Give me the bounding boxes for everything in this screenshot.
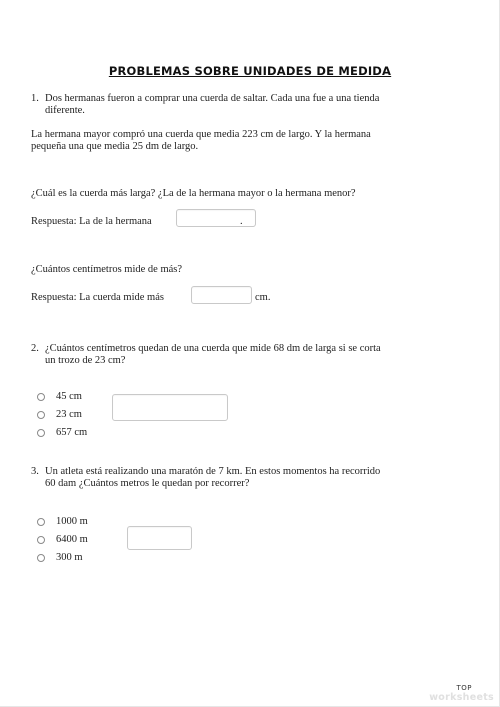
worksheet-title: PROBLEMAS SOBRE UNIDADES DE MEDIDA [108,64,392,78]
question-3-option-2-label: 6400 m [56,534,88,545]
question-1b-answer-input[interactable] [191,286,252,304]
question-3-option-1-radio[interactable] [37,518,45,526]
question-2-option-1-radio[interactable] [37,393,45,401]
question-2-option-1-label: 45 cm [56,391,82,402]
question-3-option-3-radio[interactable] [37,554,45,562]
question-2-line-1: ¿Cuántos centímetros quedan de una cuerda que mide 68 dm de larga si se corta [45,343,381,354]
question-2-option-3-radio[interactable] [37,429,45,437]
question-1a-answer-input[interactable] [176,209,256,227]
question-3-number: 3. [31,466,39,477]
question-3-line-1: Un atleta está realizando una maratón de 7 km. En estos momentos ha recorrido [45,466,381,477]
question-2-line-2: un trozo de 23 cm? [45,355,126,366]
question-1-number: 1. [31,93,39,104]
question-3-answer-input[interactable] [127,526,192,550]
question-1a-text: ¿Cuál es la cuerda más larga? ¿La de la hermana mayor o la hermana menor? [31,188,356,199]
question-3-option-3-label: 300 m [56,552,83,563]
question-2-option-3-label: 657 cm [56,427,88,438]
brand-logo-top: TOP [456,684,472,692]
question-3-option-2-radio[interactable] [37,536,45,544]
question-1b-answer-suffix: cm. [255,292,271,303]
question-3-option-1-label: 1000 m [56,516,88,527]
question-1b-answer-prefix: Respuesta: La cuerda mide más [31,292,164,303]
question-2-option-2-radio[interactable] [37,411,45,419]
question-1-line-2: diferente. [45,105,85,116]
question-1a-answer-prefix: Respuesta: La de la hermana [31,216,152,227]
question-1a-answer-suffix: . [240,216,243,227]
question-2-answer-input[interactable] [112,394,228,421]
question-1-line-1: Dos hermanas fueron a comprar una cuerda de saltar. Cada una fue a una tienda [45,93,380,104]
question-2-option-2-label: 23 cm [56,409,82,420]
question-2-number: 2. [31,343,39,354]
brand-logo: worksheets [429,692,494,703]
question-1b-text: ¿Cuántos centímetros mide de más? [31,264,183,275]
question-3-line-2: 60 dam ¿Cuántos metros le quedan por recorrer? [45,478,250,489]
question-1-paragraph-line-2: pequeña una que media 25 dm de largo. [31,141,199,152]
question-1-paragraph-line-1: La hermana mayor compró una cuerda que media 223 cm de largo. Y la hermana [31,129,371,140]
